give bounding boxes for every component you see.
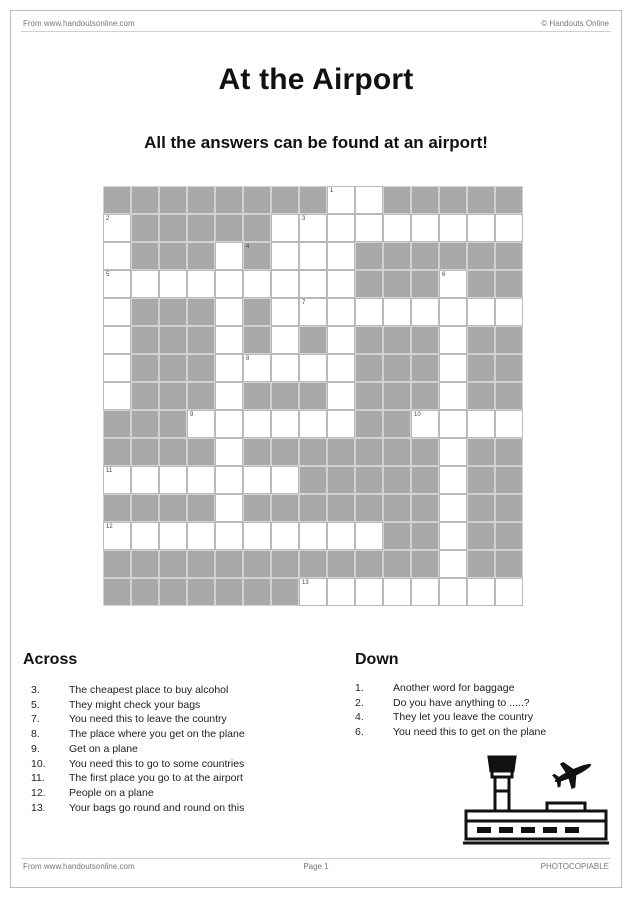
crossword-cell[interactable] [271, 270, 299, 298]
across-clue [31, 786, 245, 801]
clue-number: 11. [31, 772, 45, 785]
crossword-cell[interactable] [383, 298, 411, 326]
crossword-block [327, 466, 355, 494]
clue-number: 4 [246, 244, 250, 250]
crossword-cell[interactable] [439, 214, 467, 242]
crossword-cell[interactable] [355, 578, 383, 606]
crossword-block [467, 522, 495, 550]
crossword-block [187, 494, 215, 522]
crossword-cell[interactable] [411, 298, 439, 326]
crossword-block [411, 494, 439, 522]
down-clue [355, 681, 546, 696]
across-heading: Across [23, 651, 78, 668]
crossword-block [383, 242, 411, 270]
crossword-block [131, 214, 159, 242]
crossword-cell[interactable] [215, 466, 243, 494]
clue-number: 5. [31, 698, 40, 711]
crossword-block [187, 578, 215, 606]
footer-page-number: Page 1 [303, 862, 329, 871]
crossword-cell[interactable] [271, 466, 299, 494]
crossword-cell[interactable] [355, 214, 383, 242]
across-clue [31, 771, 245, 786]
crossword-cell[interactable] [299, 270, 327, 298]
crossword-cell[interactable] [327, 522, 355, 550]
crossword-block [439, 242, 467, 270]
crossword-block [411, 382, 439, 410]
crossword-block [103, 550, 131, 578]
crossword-cell[interactable] [439, 382, 467, 410]
crossword-block [131, 326, 159, 354]
crossword-cell[interactable] [467, 214, 495, 242]
crossword-block [299, 382, 327, 410]
down-clue [355, 696, 546, 711]
crossword-block [131, 494, 159, 522]
crossword-block [439, 186, 467, 214]
crossword-block [383, 438, 411, 466]
crossword-cell[interactable] [271, 326, 299, 354]
header-divider [21, 31, 611, 32]
crossword-block [131, 382, 159, 410]
clue-number: 9. [31, 742, 40, 755]
crossword-block [243, 326, 271, 354]
crossword-cell[interactable] [467, 298, 495, 326]
clue-number: 3. [31, 684, 40, 696]
crossword-cell[interactable] [299, 522, 327, 550]
crossword-block [495, 494, 523, 522]
clue-number: 1. [355, 682, 364, 694]
airport-terminal-icon [461, 751, 611, 847]
crossword-block [467, 382, 495, 410]
crossword-block [187, 298, 215, 326]
crossword-block [299, 438, 327, 466]
crossword-block [383, 270, 411, 298]
crossword-block [467, 354, 495, 382]
crossword-cell[interactable] [131, 270, 159, 298]
clue-text: The place where you get on the plane [69, 728, 245, 741]
crossword-block [159, 326, 187, 354]
crossword-block [243, 438, 271, 466]
crossword-cell[interactable] [187, 522, 215, 550]
clue-number: 10 [414, 412, 421, 418]
crossword-cell[interactable] [215, 410, 243, 438]
clue-number: 5 [106, 272, 110, 278]
crossword-cell[interactable] [215, 242, 243, 270]
crossword-block [383, 382, 411, 410]
crossword-block [355, 494, 383, 522]
clue-number: 2. [355, 696, 364, 709]
crossword-block [215, 186, 243, 214]
crossword-block [243, 578, 271, 606]
crossword-cell[interactable] [355, 186, 383, 214]
across-clue-list [31, 683, 245, 815]
crossword-cell[interactable] [159, 522, 187, 550]
page-title: At the Airport [218, 63, 414, 96]
crossword-block [299, 186, 327, 214]
down-clue [355, 710, 546, 725]
crossword-block [243, 214, 271, 242]
clue-number: 1 [330, 188, 334, 194]
crossword-block [411, 270, 439, 298]
clue-number: 7 [302, 300, 306, 306]
crossword-block [159, 382, 187, 410]
crossword-block [355, 466, 383, 494]
crossword-cell[interactable] [271, 298, 299, 326]
crossword-cell[interactable] [327, 354, 355, 382]
crossword-block [495, 382, 523, 410]
clue-number: 7. [31, 713, 40, 726]
clue-text: You need this to leave the country [69, 713, 227, 726]
crossword-block [355, 410, 383, 438]
clue-number: 3 [302, 216, 306, 222]
crossword-block [327, 550, 355, 578]
down-heading: Down [355, 651, 399, 668]
crossword-block [215, 578, 243, 606]
crossword-cell[interactable] [355, 298, 383, 326]
crossword-block [495, 522, 523, 550]
clue-text: They might check your bags [69, 698, 201, 711]
crossword-block [495, 354, 523, 382]
crossword-cell[interactable] [271, 214, 299, 242]
clue-number: 6 [442, 272, 446, 278]
crossword-block [411, 550, 439, 578]
crossword-cell[interactable] [215, 494, 243, 522]
crossword-cell[interactable] [187, 270, 215, 298]
crossword-block [271, 186, 299, 214]
footer-source: From www.handoutsonline.com [23, 862, 135, 871]
across-clue [31, 757, 245, 772]
crossword-block [187, 382, 215, 410]
crossword-block [411, 186, 439, 214]
crossword-block [383, 326, 411, 354]
header-copyright: © Handouts Online [541, 19, 609, 28]
crossword-block [187, 214, 215, 242]
crossword-cell[interactable] [159, 466, 187, 494]
crossword-cell[interactable] [299, 298, 327, 326]
crossword-cell[interactable] [327, 298, 355, 326]
crossword-cell[interactable] [215, 270, 243, 298]
crossword-block [271, 382, 299, 410]
crossword-block [131, 354, 159, 382]
crossword-block [355, 550, 383, 578]
crossword-block [495, 242, 523, 270]
clue-number: 13 [302, 580, 309, 586]
crossword-cell[interactable] [495, 298, 523, 326]
crossword-block [327, 494, 355, 522]
crossword-block [215, 550, 243, 578]
crossword-block [467, 242, 495, 270]
crossword-cell[interactable] [215, 522, 243, 550]
clue-text: The first place you go to at the airport [69, 772, 243, 785]
crossword-block [467, 186, 495, 214]
crossword-block [159, 494, 187, 522]
clue-text: Do you have anything to .....? [393, 696, 530, 709]
crossword-cell[interactable] [327, 270, 355, 298]
crossword-block [271, 578, 299, 606]
crossword-block [131, 578, 159, 606]
clue-number: 8. [31, 728, 40, 741]
crossword-block [159, 186, 187, 214]
crossword-block [383, 522, 411, 550]
crossword-cell[interactable] [299, 354, 327, 382]
crossword-block [355, 326, 383, 354]
clue-number: 13. [31, 801, 46, 814]
crossword-cell[interactable] [411, 578, 439, 606]
clue-text: Another word for baggage [393, 682, 515, 694]
crossword-block [243, 382, 271, 410]
crossword-block [495, 270, 523, 298]
crossword-cell[interactable] [439, 410, 467, 438]
crossword-cell[interactable] [159, 270, 187, 298]
crossword-block [411, 354, 439, 382]
crossword-cell[interactable] [243, 270, 271, 298]
crossword-cell[interactable] [299, 578, 327, 606]
crossword-cell[interactable] [439, 354, 467, 382]
crossword-block [103, 186, 131, 214]
crossword-cell[interactable] [439, 522, 467, 550]
crossword-block [467, 494, 495, 522]
crossword-cell[interactable] [103, 214, 131, 242]
crossword-block [467, 326, 495, 354]
crossword-block [187, 242, 215, 270]
crossword-block [271, 438, 299, 466]
crossword-block [103, 410, 131, 438]
crossword-cell[interactable] [327, 578, 355, 606]
crossword-cell[interactable] [439, 578, 467, 606]
crossword-block [495, 550, 523, 578]
crossword-cell[interactable] [187, 410, 215, 438]
crossword-cell[interactable] [299, 214, 327, 242]
crossword-block [299, 494, 327, 522]
across-clue [31, 712, 245, 727]
crossword-block [467, 438, 495, 466]
crossword-block [215, 214, 243, 242]
crossword-cell[interactable] [355, 522, 383, 550]
crossword-cell[interactable] [271, 242, 299, 270]
crossword-block [159, 578, 187, 606]
crossword-block [159, 354, 187, 382]
footer-divider [21, 858, 611, 859]
across-clue [31, 801, 245, 816]
crossword-cell[interactable] [131, 466, 159, 494]
crossword-cell[interactable] [215, 298, 243, 326]
crossword-cell[interactable] [439, 298, 467, 326]
crossword-cell[interactable] [103, 270, 131, 298]
clue-number: 4. [355, 711, 364, 724]
crossword-cell[interactable] [383, 578, 411, 606]
crossword-block [159, 410, 187, 438]
page-subtitle: All the answers can be found at an airport! [144, 133, 488, 152]
clue-number: 8 [246, 356, 250, 362]
crossword-block [495, 186, 523, 214]
crossword-block [411, 438, 439, 466]
crossword-cell[interactable] [327, 186, 355, 214]
crossword-block [467, 270, 495, 298]
crossword-block [131, 410, 159, 438]
crossword-block [411, 326, 439, 354]
crossword-cell[interactable] [215, 326, 243, 354]
footer-photocopiable: PHOTOCOPIABLE [540, 862, 609, 871]
clue-number: 2 [106, 216, 110, 222]
crossword-cell[interactable] [103, 382, 131, 410]
crossword-cell[interactable] [411, 214, 439, 242]
crossword-block [355, 382, 383, 410]
crossword-block [243, 186, 271, 214]
crossword-cell[interactable] [103, 242, 131, 270]
across-clue [31, 698, 245, 713]
crossword-cell[interactable] [271, 354, 299, 382]
crossword-block [495, 438, 523, 466]
crossword-cell[interactable] [439, 550, 467, 578]
crossword-block [243, 298, 271, 326]
crossword-cell[interactable] [411, 410, 439, 438]
clue-text: The cheapest place to buy alcohol [69, 684, 229, 696]
header-source: From www.handoutsonline.com [23, 19, 135, 28]
crossword-cell[interactable] [103, 466, 131, 494]
crossword-block [131, 186, 159, 214]
crossword-block [131, 438, 159, 466]
crossword-block [355, 438, 383, 466]
crossword-block [187, 326, 215, 354]
down-clue [355, 725, 546, 740]
clue-number: 10. [31, 757, 46, 770]
crossword-cell[interactable] [103, 326, 131, 354]
crossword-cell[interactable] [243, 522, 271, 550]
crossword-block [299, 550, 327, 578]
crossword-cell[interactable] [103, 354, 131, 382]
across-clue [31, 742, 245, 757]
crossword-cell[interactable] [439, 466, 467, 494]
crossword-block [383, 466, 411, 494]
crossword-cell[interactable] [327, 326, 355, 354]
crossword-cell[interactable] [327, 242, 355, 270]
crossword-block [131, 298, 159, 326]
crossword-block [243, 550, 271, 578]
crossword-block [383, 550, 411, 578]
crossword-cell[interactable] [495, 578, 523, 606]
clue-text: You need this to go to some countries [69, 757, 245, 770]
clue-text: Your bags go round and round on this [69, 801, 245, 814]
crossword-cell[interactable] [327, 410, 355, 438]
crossword-block [467, 550, 495, 578]
crossword-block [383, 410, 411, 438]
crossword-block [159, 242, 187, 270]
crossword-cell[interactable] [215, 382, 243, 410]
crossword-cell[interactable] [243, 354, 271, 382]
crossword-block [327, 438, 355, 466]
airplane-icon [549, 752, 597, 794]
crossword-cell[interactable] [495, 410, 523, 438]
across-clue [31, 727, 245, 742]
crossword-block [411, 522, 439, 550]
crossword-cell[interactable] [187, 466, 215, 494]
crossword-block [131, 242, 159, 270]
crossword-block [103, 494, 131, 522]
crossword-block [243, 242, 271, 270]
crossword-block [187, 550, 215, 578]
crossword-block [103, 578, 131, 606]
crossword-block [411, 466, 439, 494]
clue-text: They let you leave the country [393, 711, 534, 724]
crossword-block [355, 270, 383, 298]
crossword-block [187, 186, 215, 214]
crossword-block [383, 494, 411, 522]
down-clue-list [355, 681, 546, 740]
crossword-block [187, 438, 215, 466]
crossword-block [355, 242, 383, 270]
crossword-block [495, 466, 523, 494]
crossword-block [159, 550, 187, 578]
crossword-block [103, 438, 131, 466]
crossword-cell[interactable] [243, 410, 271, 438]
across-clue [31, 683, 245, 698]
clue-text: You need this to get on the plane [393, 726, 547, 739]
crossword-cell[interactable] [383, 214, 411, 242]
crossword-block [383, 186, 411, 214]
clue-number: 11 [106, 468, 113, 474]
crossword-cell[interactable] [467, 410, 495, 438]
clue-number: 12 [106, 524, 113, 530]
crossword-block [467, 466, 495, 494]
crossword-cell[interactable] [439, 494, 467, 522]
clue-text: People on a plane [69, 786, 154, 799]
clue-text: Get on a plane [69, 742, 138, 755]
crossword-cell[interactable] [327, 382, 355, 410]
crossword-block [131, 550, 159, 578]
crossword-block [355, 354, 383, 382]
crossword-cell[interactable] [103, 522, 131, 550]
crossword-cell[interactable] [103, 298, 131, 326]
crossword-cell[interactable] [271, 522, 299, 550]
crossword-block [243, 494, 271, 522]
crossword-block [187, 354, 215, 382]
crossword-block [495, 326, 523, 354]
crossword-cell[interactable] [299, 410, 327, 438]
crossword-cell[interactable] [495, 214, 523, 242]
crossword-block [383, 354, 411, 382]
crossword-block [411, 242, 439, 270]
clue-number: 6. [355, 726, 364, 739]
crossword-cell[interactable] [271, 410, 299, 438]
crossword-block [271, 494, 299, 522]
crossword-block [299, 326, 327, 354]
crossword-cell[interactable] [327, 214, 355, 242]
crossword-cell[interactable] [439, 438, 467, 466]
crossword-block [159, 438, 187, 466]
crossword-cell[interactable] [467, 578, 495, 606]
crossword-cell[interactable] [299, 242, 327, 270]
crossword-cell[interactable] [131, 522, 159, 550]
crossword-cell[interactable] [215, 354, 243, 382]
clue-number: 12. [31, 786, 46, 799]
crossword-block [299, 466, 327, 494]
crossword-block [271, 550, 299, 578]
crossword-block [159, 298, 187, 326]
crossword-cell[interactable] [215, 438, 243, 466]
worksheet-page [10, 10, 622, 888]
clue-number: 9 [190, 412, 194, 418]
crossword-block [159, 214, 187, 242]
crossword-cell[interactable] [439, 326, 467, 354]
crossword-cell[interactable] [439, 270, 467, 298]
crossword-cell[interactable] [243, 466, 271, 494]
